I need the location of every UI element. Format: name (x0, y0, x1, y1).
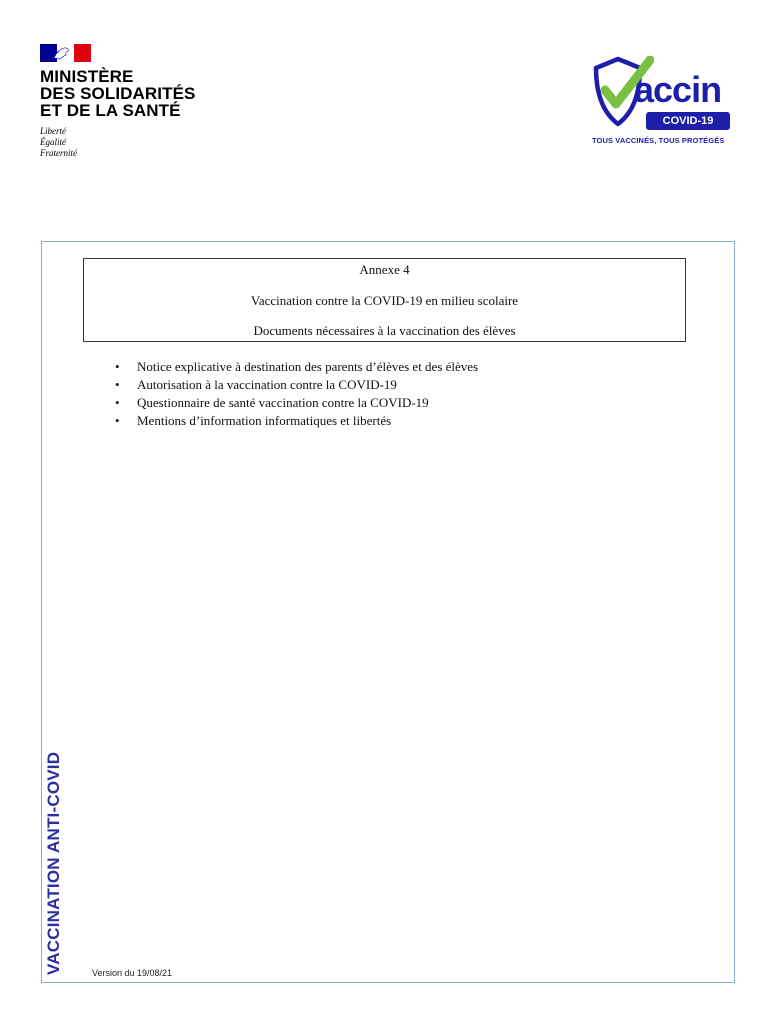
version-date: Version du 19/08/21 (92, 968, 173, 978)
annex-title-box (83, 258, 686, 342)
annex-number: Annexe 4 (359, 262, 410, 277)
list-item-text: Questionnaire de santé vaccination contre la COVID-19 (137, 395, 429, 410)
list-item-text: Notice explicative à destination des parents d’élèves et des élèves (137, 359, 479, 374)
ministry-header (40, 44, 240, 159)
annex-subtitle: Documents nécessaires à la vaccination des élèves (253, 323, 516, 338)
vaccin-word: accin (634, 69, 722, 110)
ministry-name-line-2: DES SOLIDARITÉS (40, 84, 196, 103)
bullet-icon: • (115, 413, 120, 428)
covid-19-badge: COVID-19 (646, 112, 730, 130)
logo-tagline: TOUS VACCINÉS, TOUS PROTÉGÉS (592, 136, 725, 145)
motto-line-1: Liberté (40, 126, 66, 136)
bullet-icon: • (115, 359, 120, 374)
bullet-icon: • (115, 377, 120, 392)
list-item (110, 358, 478, 376)
republic-motto (40, 126, 240, 159)
annex-title: Vaccination contre la COVID-19 en milieu scolaire (250, 293, 519, 308)
list-item (110, 394, 478, 412)
marianne-icon (50, 46, 72, 60)
list-item-text: Autorisation à la vaccination contre la COVID-19 (137, 377, 397, 392)
motto-line-2: Égalité (40, 137, 66, 147)
bullet-icon: • (115, 395, 120, 410)
ministry-name-line-3: ET DE LA SANTÉ (40, 101, 181, 120)
vaccin-covid-logo (590, 54, 736, 149)
ministry-name-line-1: MINISTÈRE (40, 67, 134, 86)
list-item (110, 376, 478, 394)
side-label: VACCINATION ANTI-COVID (44, 751, 63, 975)
list-item-text: Mentions d’information informatiques et libertés (137, 413, 392, 428)
page-frame (41, 241, 735, 983)
list-item (110, 412, 478, 430)
ministry-name (40, 68, 240, 119)
documents-list (110, 358, 478, 430)
french-flag-logo (40, 44, 91, 62)
motto-line-3: Fraternité (40, 148, 77, 158)
